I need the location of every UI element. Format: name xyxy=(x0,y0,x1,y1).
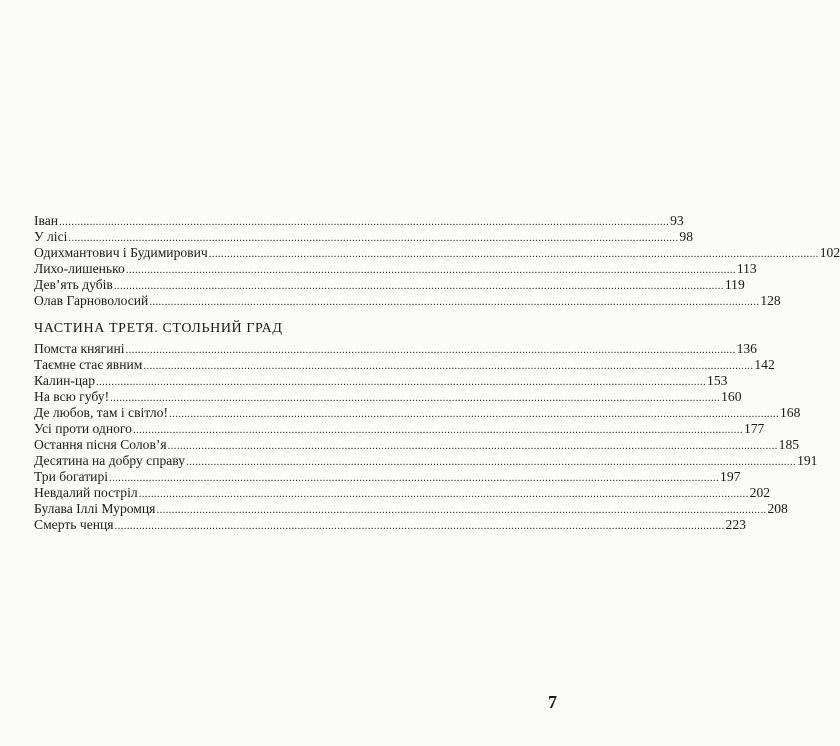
toc-leader-dots: ........................................................................................................................................................................................................ xyxy=(114,520,725,532)
toc-entry-page: 153 xyxy=(707,373,728,388)
toc-leader-dots: ........................................................................................................................................................................................................ xyxy=(186,456,797,468)
toc-entry-title: У лісі xyxy=(34,229,68,244)
toc-entry xyxy=(34,261,757,277)
toc-entry-title: Остання пісня Солов’я xyxy=(34,437,167,452)
toc-entry-title: Одихмантович і Будимирович xyxy=(34,245,208,260)
toc-leader-dots: ........................................................................................................................................................................................................ xyxy=(143,360,754,372)
toc-entry-title: Таємне стає явним xyxy=(34,357,143,372)
toc-entry-page: 160 xyxy=(721,389,742,404)
toc-leader-dots: ........................................................................................................................................................................................................ xyxy=(169,408,779,420)
toc-entry xyxy=(34,245,840,261)
toc-entry-title: Олав Гарноволосий xyxy=(34,293,149,308)
toc-entry-title: Де любов, там і світло! xyxy=(34,405,168,420)
toc-leader-dots: ........................................................................................................................................................................................................ xyxy=(125,344,736,356)
toc-entry-page: 202 xyxy=(749,485,771,500)
toc-entry-title: Булава Іллі Муромця xyxy=(34,501,156,516)
toc-entry-page: 197 xyxy=(720,469,741,484)
toc-leader-dots: ........................................................................................................................................................................................................ xyxy=(167,440,778,452)
toc-entry-page: 208 xyxy=(767,501,788,516)
toc-entry xyxy=(34,357,775,373)
toc-entry-title: Усі проти одного xyxy=(34,421,132,436)
toc-leader-dots: ........................................................................................................................................................................................................ xyxy=(96,376,707,388)
page-number: 7 xyxy=(548,692,557,712)
toc-leader-dots: ........................................................................................................................................................................................................ xyxy=(132,424,743,436)
toc-leader-dots: ........................................................................................................................................................................................................ xyxy=(156,504,767,516)
toc-entry xyxy=(34,469,741,485)
toc-entry xyxy=(34,277,745,293)
toc-entry-title: Лихо-лишенько xyxy=(34,261,125,276)
toc-entry-page: 93 xyxy=(670,213,684,228)
toc-entry-title: Іван xyxy=(34,213,59,228)
toc-entry xyxy=(34,229,693,245)
toc-entry-title: Помста княгині xyxy=(34,341,125,356)
toc-entry-title: На всю губу! xyxy=(34,389,110,404)
toc-entry-title: Три богатирі xyxy=(34,469,109,484)
toc-leader-dots: ........................................................................................................................................................................................................ xyxy=(125,264,736,276)
toc-list-part-two-tail xyxy=(34,213,840,309)
toc-entry-title: Калин-цар xyxy=(34,373,96,388)
toc-leader-dots: ........................................................................................................................................................................................................ xyxy=(59,216,670,228)
toc-leader-dots: ........................................................................................................................................................................................................ xyxy=(208,248,819,260)
toc-entry-page: 142 xyxy=(754,357,775,372)
toc-entry xyxy=(34,453,818,469)
toc-leader-dots: ........................................................................................................................................................................................................ xyxy=(109,472,720,484)
toc-entry xyxy=(34,517,746,533)
toc-entry-page: 191 xyxy=(797,453,818,468)
toc-entry-page: 177 xyxy=(743,421,765,436)
toc-entry-page: 119 xyxy=(724,277,745,292)
toc-leader-dots: ........................................................................................................................................................................................................ xyxy=(113,280,724,292)
toc-section-part-three xyxy=(34,320,818,533)
toc-entry-page: 113 xyxy=(736,261,757,276)
toc-entry-page: 168 xyxy=(780,405,801,420)
toc-entry xyxy=(34,485,771,501)
toc-entry-title: Дев’ять дубів xyxy=(34,277,113,292)
toc-leader-dots: ........................................................................................................................................................................................................ xyxy=(68,232,679,244)
toc-entry xyxy=(34,421,765,437)
toc-entry xyxy=(34,373,728,389)
toc-entry-page: 102 xyxy=(819,245,840,260)
toc-entry xyxy=(34,501,788,517)
toc-entry xyxy=(34,213,684,229)
toc-entry-page: 136 xyxy=(736,341,757,356)
toc-entry-page: 185 xyxy=(778,437,800,452)
toc-leader-dots: ........................................................................................................................................................................................................ xyxy=(110,392,721,404)
toc-entry-page: 98 xyxy=(679,229,693,244)
section-heading: ЧАСТИНА ТРЕТЯ. СТОЛЬНИЙ ГРАД xyxy=(34,321,283,336)
toc-entry-title: Невдалий постріл xyxy=(34,485,138,500)
toc-entry xyxy=(34,437,800,453)
toc-entry-title: Десятина на добру справу xyxy=(34,453,186,468)
toc-entry xyxy=(34,293,781,309)
toc-entry-title: Смерть ченця xyxy=(34,517,114,532)
toc-leader-dots: ........................................................................................................................................................................................................ xyxy=(149,296,760,308)
toc-leader-dots: ........................................................................................................................................................................................................ xyxy=(138,488,749,500)
toc-entry-page: 128 xyxy=(760,293,781,308)
toc-entry xyxy=(34,405,801,421)
toc-entry xyxy=(34,389,742,405)
toc-entry xyxy=(34,341,757,357)
toc-entry-page: 223 xyxy=(725,517,746,532)
